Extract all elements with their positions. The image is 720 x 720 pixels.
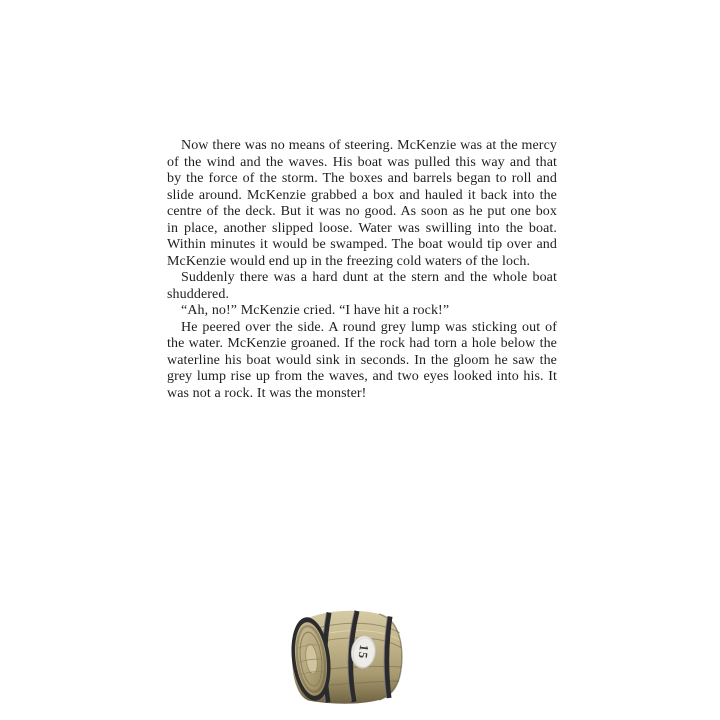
text-line: waterline his boat would sink in seconds. In the gloom he saw the	[167, 352, 557, 368]
text-line: Within minutes it would be swamped. The boat would tip over and	[167, 237, 557, 252]
text-line: slide around. McKenzie grabbed a box and hauled it back into the	[167, 187, 557, 203]
page-number: 15	[355, 643, 372, 661]
text-line: of the wind and the waves. His boat was pulled this way and that	[167, 154, 557, 170]
text-line: He peered over the side. A round grey lump was sticking out of	[181, 319, 557, 335]
text-line: Suddenly there was a hard dunt at the stern and the whole boat	[181, 270, 557, 285]
text-line: grey lump rise up from the waves, and two eyes looked into his. It	[167, 369, 557, 384]
text-line: in place, another slipped loose. Water was swilling into the boat.	[167, 220, 557, 236]
text-line: was not a rock. It was the monster!	[167, 385, 367, 401]
story-text	[167, 138, 557, 402]
text-line: by the force of the storm. The boxes and barrels began to roll and	[167, 171, 557, 186]
text-line: McKenzie would end up in the freezing cold waters of the loch.	[167, 253, 531, 269]
text-line: centre of the deck. But it was no good. As soon as he put one box	[167, 204, 557, 219]
text-line: Now there was no means of steering. McKenzie was at the mercy	[181, 138, 557, 153]
text-line: shuddered.	[167, 286, 230, 302]
barrel-illustration	[287, 608, 413, 708]
text-line: “Ah, no!” McKenzie cried. “I have hit a rock!”	[181, 303, 450, 318]
text-line: the water. McKenzie groaned. If the rock had torn a hole below the	[167, 336, 557, 351]
